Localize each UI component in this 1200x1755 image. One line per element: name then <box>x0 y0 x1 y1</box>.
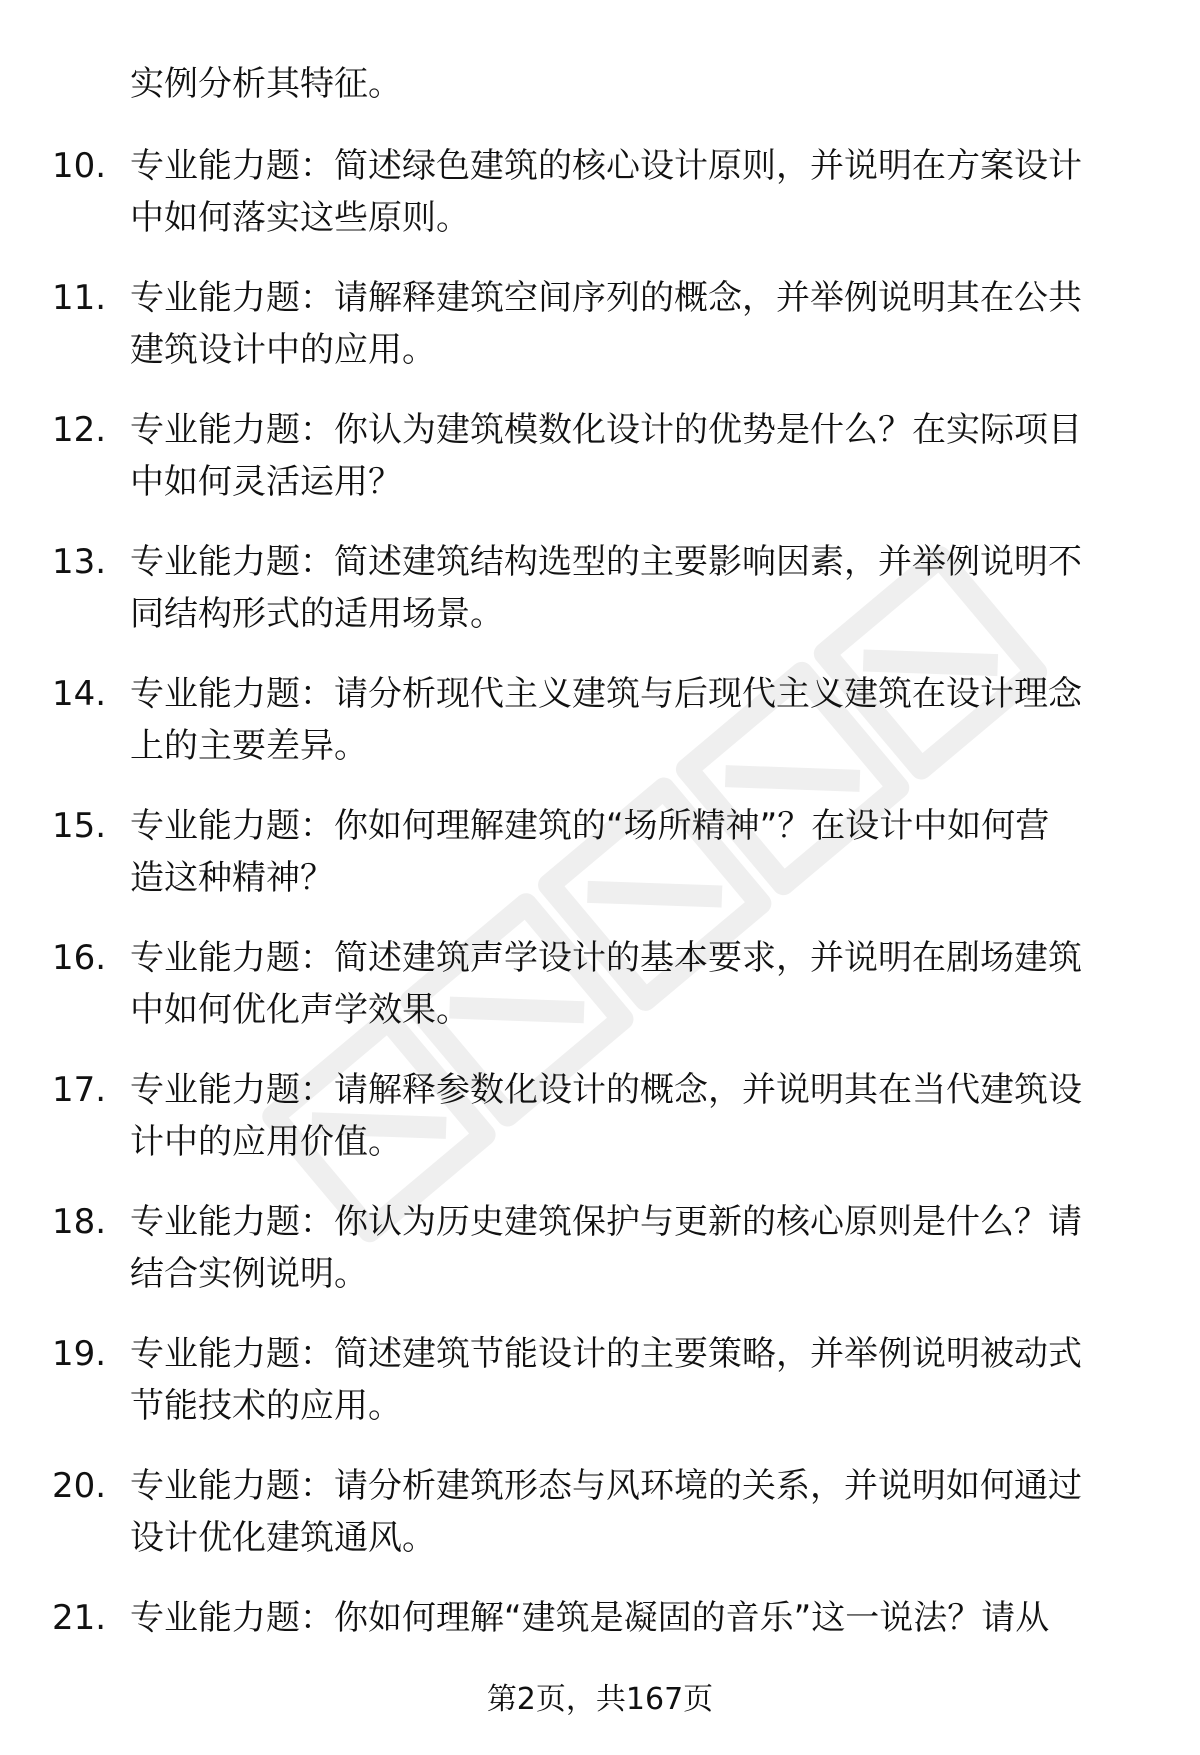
question-item <box>0 536 1200 668</box>
question-line: 专业能力题：你如何理解建筑的“场所精神”？在设计中如何营 <box>130 806 1050 846</box>
question-number: 20. <box>52 1466 107 1506</box>
question-text <box>130 1592 1140 1644</box>
question-text <box>130 272 1140 376</box>
question-line: 专业能力题：简述建筑结构选型的主要影响因素，并举例说明不 <box>130 542 1082 582</box>
question-item <box>0 668 1200 800</box>
question-number: 15. <box>52 806 107 846</box>
question-line: 专业能力题：请分析建筑形态与风环境的关系，并说明如何通过 <box>130 1466 1082 1506</box>
question-line: 设计优化建筑通风。 <box>130 1518 436 1558</box>
question-item <box>0 404 1200 536</box>
question-text <box>130 404 1140 508</box>
question-line: 计中的应用价值。 <box>130 1122 402 1162</box>
continuation-text: 实例分析其特征。 <box>130 64 402 104</box>
question-number: 19. <box>52 1334 107 1374</box>
question-number: 16. <box>52 938 107 978</box>
question-number: 13. <box>52 542 107 582</box>
question-line: 建筑设计中的应用。 <box>130 330 436 370</box>
question-text <box>130 536 1140 640</box>
question-line: 专业能力题：请解释建筑空间序列的概念，并举例说明其在公共 <box>130 278 1082 318</box>
question-line: 结合实例说明。 <box>130 1254 368 1294</box>
question-text <box>130 932 1140 1036</box>
question-number: 11. <box>52 278 107 318</box>
question-text <box>130 800 1140 904</box>
question-item <box>0 1328 1200 1460</box>
question-item <box>0 1064 1200 1196</box>
question-number: 18. <box>52 1202 107 1242</box>
question-list <box>0 140 1200 1724</box>
question-item <box>0 272 1200 404</box>
question-line: 专业能力题：简述建筑声学设计的基本要求，并说明在剧场建筑 <box>130 938 1082 978</box>
question-item <box>0 1460 1200 1592</box>
question-text <box>130 1196 1140 1300</box>
question-text <box>130 1460 1140 1564</box>
question-line: 中如何落实这些原则。 <box>130 198 470 238</box>
question-line: 专业能力题：你认为历史建筑保护与更新的核心原则是什么？请 <box>130 1202 1082 1242</box>
question-line: 专业能力题：简述建筑节能设计的主要策略，并举例说明被动式 <box>130 1334 1082 1374</box>
page-footer: 第2页，共167页 <box>486 1682 714 1717</box>
question-line: 专业能力题：你认为建筑模数化设计的优势是什么？在实际项目 <box>130 410 1082 450</box>
question-item <box>0 932 1200 1064</box>
question-number: 17. <box>52 1070 107 1110</box>
question-line: 专业能力题：请解释参数化设计的概念，并说明其在当代建筑设 <box>130 1070 1082 1110</box>
question-line: 专业能力题：简述绿色建筑的核心设计原则，并说明在方案设计 <box>130 146 1082 186</box>
question-text <box>130 1328 1140 1432</box>
question-item <box>0 1196 1200 1328</box>
question-line: 同结构形式的适用场景。 <box>130 594 504 634</box>
question-line: 中如何优化声学效果。 <box>130 990 470 1030</box>
question-line: 节能技术的应用。 <box>130 1386 402 1426</box>
question-line: 专业能力题：请分析现代主义建筑与后现代主义建筑在设计理念 <box>130 674 1082 714</box>
question-item <box>0 140 1200 272</box>
question-number: 21. <box>52 1598 107 1638</box>
question-text <box>130 1064 1140 1168</box>
question-text <box>130 668 1140 772</box>
question-line: 造这种精神？ <box>130 858 334 898</box>
question-line: 专业能力题：你如何理解“建筑是凝固的音乐”这一说法？请从 <box>130 1598 1050 1638</box>
question-line: 上的主要差异。 <box>130 726 368 766</box>
question-text <box>130 140 1140 244</box>
question-number: 10. <box>52 146 107 186</box>
question-number: 14. <box>52 674 107 714</box>
question-number: 12. <box>52 410 107 450</box>
question-line: 中如何灵活运用？ <box>130 462 402 502</box>
question-item <box>0 800 1200 932</box>
